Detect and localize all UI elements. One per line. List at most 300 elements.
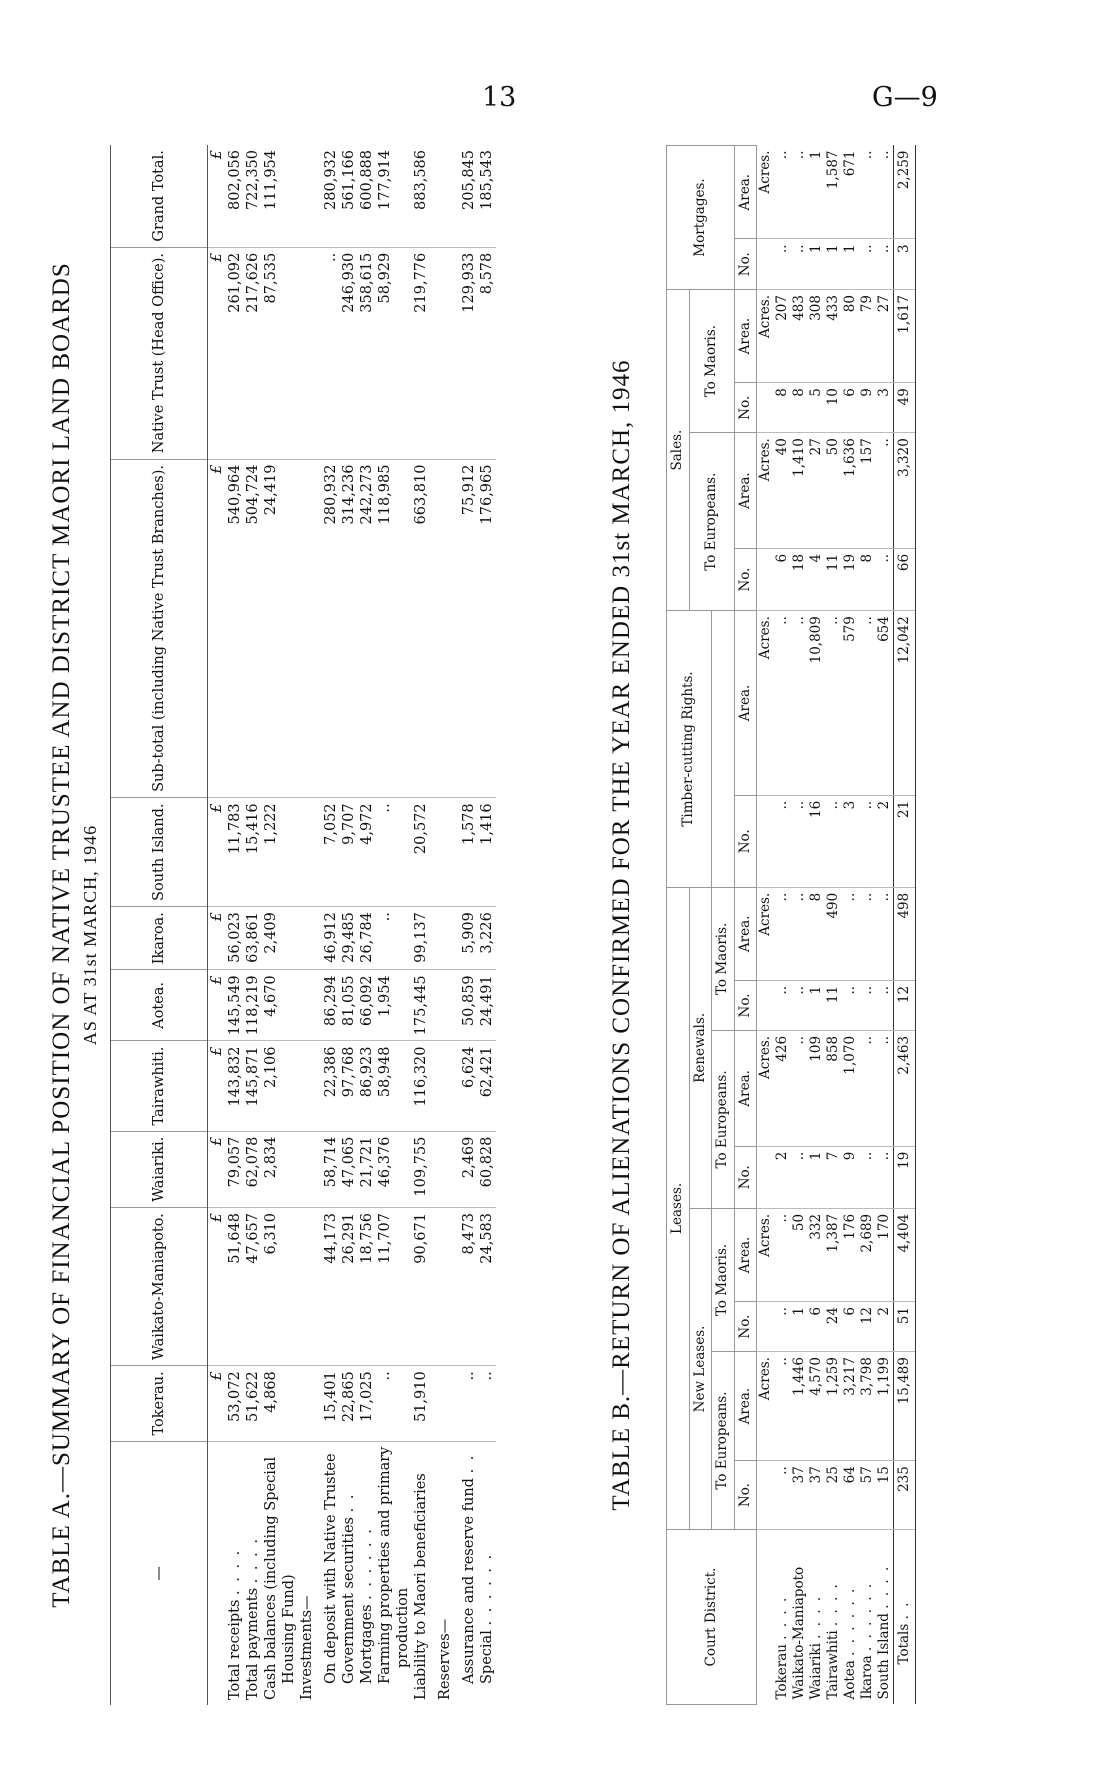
table-b-cell: 16	[808, 795, 825, 887]
table-a-cell	[280, 1131, 298, 1207]
table-b-cell: ..	[774, 795, 791, 887]
table-b-total-cell: 15,489	[894, 1352, 916, 1461]
renewals-to-maoris-header: To Maoris.	[712, 887, 735, 1030]
table-a-cell: 116,320	[412, 1041, 436, 1131]
district-label	[825, 1530, 842, 1705]
table-a-cell	[298, 1131, 322, 1207]
row-label-text: Liability to Maori beneficiaries	[413, 1473, 429, 1700]
table-b-header-row-2	[689, 146, 712, 1705]
leader-dots: . . . . . .	[859, 1581, 876, 1651]
table-b-cell: 426	[774, 1030, 791, 1146]
table-a-cell	[298, 1041, 322, 1131]
table-b-cell: 9	[859, 383, 876, 433]
table-b-cell: 37	[808, 1461, 825, 1530]
area-header: Area.	[734, 887, 757, 980]
table-b-cell: 1	[808, 980, 825, 1030]
table-a-cell: 5,909	[460, 907, 478, 970]
leader-dots: . .	[896, 1600, 913, 1620]
table-a-cell: 79,057	[226, 1131, 244, 1207]
area-header: Area.	[734, 290, 757, 383]
table-a-cell	[280, 247, 298, 459]
district-name: Aotea	[842, 1660, 859, 1700]
table-b-cell: 1	[808, 239, 825, 290]
table-a-cell: 56,023	[226, 907, 244, 970]
district-name: South Island	[876, 1613, 893, 1700]
table-a-cell: 58,714	[322, 1131, 340, 1207]
table-a-row	[262, 145, 280, 1705]
table-b	[666, 145, 916, 1705]
table-a-cell	[436, 459, 460, 798]
table-b-cell: 19	[842, 548, 859, 610]
table-b-cell: 8	[774, 383, 791, 433]
row-label	[280, 1441, 298, 1705]
area-header: Area.	[734, 433, 757, 549]
row-label-text: Cash balances (including Special	[263, 1456, 279, 1700]
table-b-cell: 57	[859, 1461, 876, 1530]
table-b-total-cell: 19	[894, 1146, 916, 1208]
no-header: No.	[734, 980, 757, 1030]
district-label	[859, 1530, 876, 1705]
table-b-cell: 1	[808, 146, 825, 239]
table-b-total-cell: 2,259	[894, 146, 916, 239]
table-a-cell: 44,173	[322, 1208, 340, 1366]
table-a-cell: 11,783	[226, 798, 244, 907]
table-a-cell: 242,273	[358, 459, 376, 798]
table-a-cell: 6,310	[262, 1208, 280, 1366]
table-a-cell: 50,859	[460, 970, 478, 1041]
table-b-cell	[757, 1461, 775, 1530]
table-a-cell: 176,965	[478, 459, 496, 798]
table-a-cell: 118,219	[244, 970, 262, 1041]
table-b-cell: 8	[791, 383, 808, 433]
table-b-cell: 2	[876, 1302, 894, 1352]
table-a-header-row	[111, 145, 208, 1705]
table-a-cell: 53,072	[226, 1366, 244, 1441]
new-leases-to-maoris-header: To Maoris.	[712, 1208, 735, 1351]
table-a-row	[436, 145, 460, 1705]
table-b-cell: ..	[791, 1146, 808, 1208]
table-a-cell: 2,106	[262, 1041, 280, 1131]
table-a-cell: 883,586	[412, 145, 436, 247]
table-a-cell	[280, 1041, 298, 1131]
currency-symbol: £	[208, 145, 227, 247]
table-a-col-header: Tokerau.	[111, 1366, 208, 1441]
table-b-cell: ..	[859, 980, 876, 1030]
table-b-cell: 11	[825, 980, 842, 1030]
district-name: Waiariki	[808, 1643, 825, 1700]
table-b-cell: ..	[859, 1146, 876, 1208]
table-a-cell: 109,755	[412, 1131, 436, 1207]
table-b-total-cell: 51	[894, 1302, 916, 1352]
table-a-cell: 51,648	[226, 1208, 244, 1366]
table-a-cell: 2,409	[262, 907, 280, 970]
renewals-header: Renewals.	[689, 887, 712, 1208]
currency-symbol: £	[208, 798, 227, 907]
table-b-total-cell: 2,463	[894, 1030, 916, 1146]
table-b-cell: 8	[808, 887, 825, 980]
table-b-cell: ..	[876, 980, 894, 1030]
totals-label	[894, 1530, 916, 1705]
table-a-cell: 4,868	[262, 1366, 280, 1441]
table-b-cell: 1,070	[842, 1030, 859, 1146]
table-a-body	[208, 145, 497, 1705]
table-a-cell	[436, 970, 460, 1041]
table-b-cell	[757, 1302, 775, 1352]
table-a-col-header: Aotea.	[111, 970, 208, 1041]
table-a-cell: 20,572	[412, 798, 436, 907]
table-b-total-cell: 235	[894, 1461, 916, 1530]
table-b-total-cell: 3	[894, 239, 916, 290]
table-a-cell	[394, 247, 412, 459]
table-b-cell: 12	[859, 1302, 876, 1352]
table-b-cell: 579	[842, 611, 859, 796]
district-label	[808, 1530, 825, 1705]
table-b-cell: 308	[808, 290, 825, 383]
leader-dots: . . . .	[825, 1582, 842, 1627]
row-label-text: Total payments	[245, 1587, 261, 1700]
table-a-cell: 99,137	[412, 907, 436, 970]
table-a-cell	[298, 1208, 322, 1366]
table-b-cell: ..	[791, 1030, 808, 1146]
table-b-cell: ..	[774, 1208, 791, 1301]
table-b-cell	[757, 548, 775, 610]
table-b-cell: 490	[825, 887, 842, 980]
row-label	[376, 1441, 394, 1705]
table-a-cell: 46,912	[322, 907, 340, 970]
table-a-cell: 7,052	[322, 798, 340, 907]
table-a-cell	[298, 1366, 322, 1441]
leader-dots: . . . .	[245, 1537, 261, 1584]
table-b-total-cell: 21	[894, 795, 916, 887]
table-b-body	[757, 146, 916, 1705]
table-a-cell: 145,549	[226, 970, 244, 1041]
table-b-cell: 332	[808, 1208, 825, 1301]
table-a-cell	[280, 1208, 298, 1366]
table-b-cell: ..	[791, 146, 808, 239]
table-b-cell	[757, 383, 775, 433]
row-label-text: Investments—	[299, 1595, 315, 1700]
table-b-cell: 80	[842, 290, 859, 383]
table-a-cell: 47,065	[340, 1131, 358, 1207]
leader-dots: . . . . . .	[359, 1527, 375, 1600]
table-a-row	[412, 145, 436, 1705]
table-b-cell: ..	[876, 433, 894, 549]
table-b-cell: 10,809	[808, 611, 825, 796]
table-b-cell: ..	[825, 611, 842, 796]
table-a-cell: 29,485	[340, 907, 358, 970]
acres-unit: Acres.	[757, 1208, 775, 1301]
row-label-text: Housing Fund)	[281, 1574, 297, 1684]
table-b-cell: 6	[842, 1302, 859, 1352]
table-a-cell: 22,865	[340, 1366, 358, 1441]
table-a-row	[280, 145, 298, 1705]
table-b-total-cell: 66	[894, 548, 916, 610]
table-b-title-text: TABLE B.—RETURN OF ALIENATIONS CONFIRMED FOR THE YEAR ENDED 31st MARCH, 1946	[608, 359, 635, 1511]
table-b-totals-row	[894, 146, 916, 1705]
table-b-cell: 207	[774, 290, 791, 383]
table-b-cell: 3,217	[842, 1352, 859, 1461]
table-a-cell: 145,871	[244, 1041, 262, 1131]
table-b-cell: ..	[876, 887, 894, 980]
sales-to-maoris-header: To Maoris.	[689, 290, 734, 433]
table-b-cell: 176	[842, 1208, 859, 1301]
district-label	[791, 1530, 808, 1705]
totals-text: Totals	[896, 1623, 913, 1665]
table-a-row	[478, 145, 496, 1705]
acres-unit: Acres.	[757, 1352, 775, 1461]
timber-blank-header	[712, 611, 735, 888]
row-label	[460, 1441, 478, 1705]
table-b-row	[825, 146, 842, 1705]
table-b-cell: 24	[825, 1302, 842, 1352]
table-a-cell: 47,657	[244, 1208, 262, 1366]
table-a-cell	[298, 798, 322, 907]
table-b-cell: ..	[842, 887, 859, 980]
no-header: No.	[734, 383, 757, 433]
table-a-cell: ..	[478, 1366, 496, 1441]
table-a-cell: 24,583	[478, 1208, 496, 1366]
table-a	[110, 145, 496, 1705]
table-a-cell	[280, 907, 298, 970]
table-b-cell: 25	[825, 1461, 842, 1530]
table-a-cell: 2,469	[460, 1131, 478, 1207]
district-label	[774, 1530, 791, 1705]
table-b-header-row-4	[734, 146, 757, 1705]
table-a-title-line1: TABLE A.—SUMMARY OF FINANCIAL POSITION OF NATIVE TRUSTEE AND DISTRICT MAORI LAND BOARDS	[48, 262, 75, 1608]
table-b-cell: 1,446	[791, 1352, 808, 1461]
table-a-cell: 15,416	[244, 798, 262, 907]
table-a-cell	[280, 798, 298, 907]
row-label-text: Government securities	[341, 1517, 357, 1684]
table-a-cell: 26,784	[358, 907, 376, 970]
table-b-cell: 2,689	[859, 1208, 876, 1301]
table-a-cell: 111,954	[262, 145, 280, 247]
table-a-cell	[394, 459, 412, 798]
table-a-cell: 22,386	[322, 1041, 340, 1131]
leader-dots: . . . .	[227, 1548, 243, 1595]
table-b-total-cell: 4,404	[894, 1208, 916, 1301]
table-b-row	[808, 146, 825, 1705]
table-b-cell: ..	[876, 146, 894, 239]
area-header: Area.	[734, 611, 757, 796]
table-b-cell: 27	[808, 433, 825, 549]
table-a-cell: 46,376	[376, 1131, 394, 1207]
row-label	[436, 1441, 460, 1705]
table-a-cell: 86,923	[358, 1041, 376, 1131]
table-b-cell: 1,410	[791, 433, 808, 549]
table-a-cell: 4,972	[358, 798, 376, 907]
table-b-cell: ..	[876, 1030, 894, 1146]
leader-dots: . . . .	[876, 1564, 893, 1609]
table-b-cell: ..	[876, 1146, 894, 1208]
table-b-cell	[757, 980, 775, 1030]
row-label	[244, 1441, 262, 1705]
currency-symbol: £	[208, 1131, 227, 1207]
table-a-row	[244, 145, 262, 1705]
table-a-cell	[298, 247, 322, 459]
table-b-cell: ..	[876, 548, 894, 610]
table-a-cell: 87,535	[262, 247, 280, 459]
row-label-text: Special	[479, 1630, 495, 1684]
row-label-text: Total receipts	[227, 1599, 243, 1700]
table-b-cell: ..	[774, 146, 791, 239]
table-b-total-cell: 49	[894, 383, 916, 433]
table-a-cell: 9,707	[340, 798, 358, 907]
currency-symbol: £	[208, 1208, 227, 1366]
table-a-row	[394, 145, 412, 1705]
table-a-col-header: Waiariki.	[111, 1131, 208, 1207]
table-a-cell: 66,092	[358, 970, 376, 1041]
table-b-cell: 11	[825, 548, 842, 610]
table-b-cell: 64	[842, 1461, 859, 1530]
table-a-cell: 540,964	[226, 459, 244, 798]
report-code: G—9	[872, 82, 938, 113]
table-b-cell: 1,387	[825, 1208, 842, 1301]
area-header: Area.	[734, 1030, 757, 1146]
table-b-cell: 40	[774, 433, 791, 549]
table-b-cell: 18	[791, 548, 808, 610]
table-b-cell: ..	[774, 239, 791, 290]
row-label	[478, 1441, 496, 1705]
table-a-cell: 18,756	[358, 1208, 376, 1366]
table-a-cell: 62,078	[244, 1131, 262, 1207]
table-a-cell	[436, 145, 460, 247]
table-a-cell: 663,810	[412, 459, 436, 798]
rotated-content	[48, 125, 1068, 1745]
table-a-cell: 175,445	[412, 970, 436, 1041]
district-label	[842, 1530, 859, 1705]
row-label	[322, 1441, 340, 1705]
table-a-cell	[298, 145, 322, 247]
table-a-cell: 1,954	[376, 970, 394, 1041]
table-b-cell: 1,587	[825, 146, 842, 239]
sales-header: Sales.	[667, 290, 690, 611]
table-a-cell: 143,832	[226, 1041, 244, 1131]
table-b-cell	[757, 1146, 775, 1208]
table-a-row	[376, 145, 394, 1705]
table-a-row	[340, 145, 358, 1705]
table-a-cell: 58,929	[376, 247, 394, 459]
table-a-cell	[208, 1441, 227, 1705]
table-b-units-row	[757, 146, 775, 1705]
table-a-cell: 802,056	[226, 145, 244, 247]
table-b-cell: ..	[859, 795, 876, 887]
table-a-cell: 246,930	[340, 247, 358, 459]
table-a-cell: 185,543	[478, 145, 496, 247]
page-number: 13	[482, 82, 517, 113]
timber-header: Timber-cutting Rights.	[667, 611, 712, 888]
table-a-cell	[298, 970, 322, 1041]
leader-dots: . . . . . .	[842, 1586, 859, 1656]
renewals-to-europeans-header: To Europeans.	[712, 1030, 735, 1208]
table-a-cell	[436, 1041, 460, 1131]
table-b-cell: ..	[859, 146, 876, 239]
table-b-cell: 3	[876, 383, 894, 433]
acres-unit: Acres.	[757, 887, 775, 980]
table-b-cell: 6	[774, 548, 791, 610]
table-a-col-header: Native Trust (Head Office).	[111, 247, 208, 459]
area-header: Area.	[734, 1208, 757, 1301]
currency-symbol: £	[208, 970, 227, 1041]
table-a-cell: 177,914	[376, 145, 394, 247]
table-a-cell: ..	[376, 1366, 394, 1441]
district-label	[876, 1530, 894, 1705]
table-b-cell: ..	[791, 980, 808, 1030]
row-label	[340, 1441, 358, 1705]
table-a-cell	[436, 907, 460, 970]
currency-symbol: £	[208, 1041, 227, 1131]
table-a-cell	[394, 1208, 412, 1366]
table-a-cell: 722,350	[244, 145, 262, 247]
district-name: Tokerau	[774, 1644, 791, 1700]
table-a-cell	[280, 970, 298, 1041]
row-label-text: On deposit with Native Trustee	[323, 1453, 339, 1684]
no-header: No.	[734, 239, 757, 290]
table-b-cell: ..	[876, 239, 894, 290]
table-b-cell: 157	[859, 433, 876, 549]
table-b-total-cell: 3,320	[894, 433, 916, 549]
table-b-cell	[757, 795, 775, 887]
table-a-cell	[436, 1366, 460, 1441]
table-a-cell	[436, 247, 460, 459]
table-b-cell: 2	[774, 1146, 791, 1208]
currency-symbol: £	[208, 247, 227, 459]
table-a-cell: 8,473	[460, 1208, 478, 1366]
table-a-cell	[298, 459, 322, 798]
table-a-cell: 8,578	[478, 247, 496, 459]
table-a-cell: 219,776	[412, 247, 436, 459]
table-a-cell: ..	[376, 798, 394, 907]
table-a-cell: 280,932	[322, 145, 340, 247]
area-header: Area.	[734, 146, 757, 239]
row-label	[358, 1441, 376, 1705]
table-a-cell: 58,948	[376, 1041, 394, 1131]
table-b-cell: 483	[791, 290, 808, 383]
table-a-title-line2: AS AT 31st MARCH, 1946	[80, 824, 100, 1046]
table-a-cell: 504,724	[244, 459, 262, 798]
table-b-cell: ..	[774, 1302, 791, 1352]
table-a-cell: 2,834	[262, 1131, 280, 1207]
table-a-cell: 51,910	[412, 1366, 436, 1441]
table-b-cell: ..	[774, 1461, 791, 1530]
table-a-subtitle	[80, 125, 101, 1745]
row-label-text: Assurance and reserve fund	[461, 1478, 477, 1684]
table-a-row	[358, 145, 376, 1705]
table-b-row	[791, 146, 808, 1705]
table-b-cell: 50	[791, 1208, 808, 1301]
table-a-cell: 62,421	[478, 1041, 496, 1131]
table-a-cell: 21,721	[358, 1131, 376, 1207]
table-a-cell: 1,578	[460, 798, 478, 907]
table-a-cell: 129,933	[460, 247, 478, 459]
table-a-cell: 561,166	[340, 145, 358, 247]
table-a-cell: 4,670	[262, 970, 280, 1041]
table-a-cell: 81,055	[340, 970, 358, 1041]
currency-symbol: £	[208, 459, 227, 798]
table-a-col-header: —	[111, 1441, 208, 1705]
new-leases-header: New Leases.	[689, 1208, 712, 1529]
table-a-cell	[298, 907, 322, 970]
table-a-col-header: Tairawhiti.	[111, 1041, 208, 1131]
table-b-cell: ..	[791, 239, 808, 290]
table-a-cell	[280, 145, 298, 247]
table-b-cell: 858	[825, 1030, 842, 1146]
table-a-row	[298, 145, 322, 1705]
table-b-cell: 671	[842, 146, 859, 239]
table-a-cell: 24,419	[262, 459, 280, 798]
currency-symbol: £	[208, 907, 227, 970]
leader-dots: . .	[341, 1492, 357, 1513]
